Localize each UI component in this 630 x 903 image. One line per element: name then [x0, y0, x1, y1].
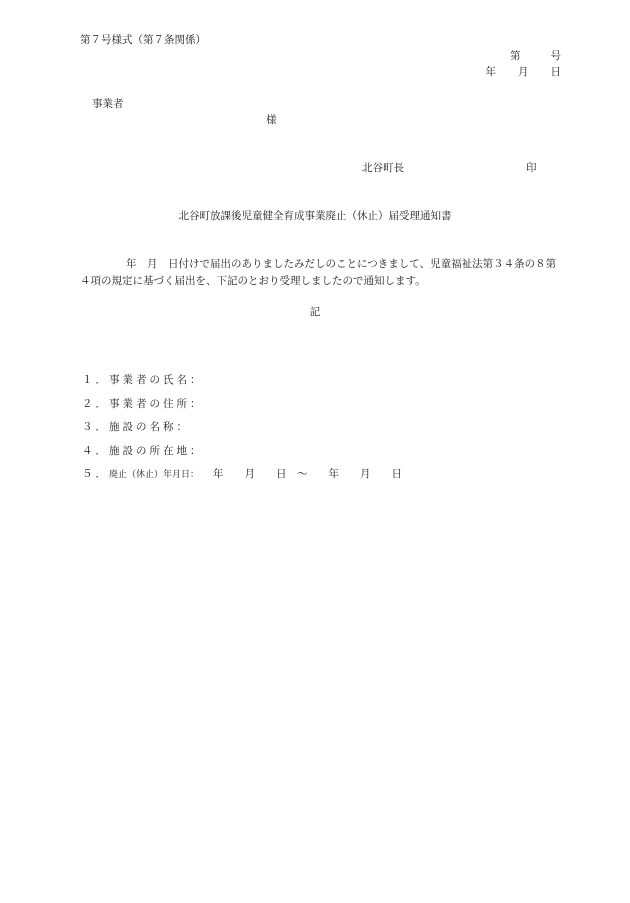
list-item-abolition-date — [82, 467, 402, 491]
form-number: 第７号様式（第７条関係） — [80, 34, 206, 46]
date-month: 月 — [518, 66, 529, 78]
item-label: 廃止（休止）年月日： — [109, 470, 200, 481]
date-year: 年 — [485, 66, 496, 78]
sender-name: 北谷町長 — [362, 162, 404, 174]
item-number: ５． — [82, 468, 109, 481]
issue-date-line — [486, 65, 562, 80]
date-day: 日 — [550, 66, 561, 78]
item-label: ４．施設の所在地： — [82, 444, 204, 457]
date-range: 年 月 日 ～ 年 月 日 — [213, 468, 403, 481]
list-item — [82, 373, 402, 397]
item-list — [82, 373, 402, 491]
list-item — [82, 444, 402, 468]
item-label: ２．事業者の住所： — [82, 397, 204, 410]
document-number-line — [510, 49, 561, 64]
list-item — [82, 420, 402, 444]
item-label: １．事業者の氏名： — [82, 374, 204, 386]
document-title: 北谷町放課後児童健全育成事業廃止（休止）届受理通知書 — [178, 210, 452, 222]
body-paragraph: 年 月 日付けで届出のありましたみだしのことにつきまして、児童福祉法第３４条の８第４項の規定に基づく届出を、下記のとおり受理しましたので通知します。 — [80, 258, 557, 287]
item-label: ３．施設の名称： — [82, 421, 190, 434]
list-item — [82, 397, 402, 421]
document-number-suffix: 号 — [550, 50, 561, 62]
recipient-honorific: 様 — [266, 114, 277, 126]
recipient-label: 事業者 — [92, 98, 124, 110]
document-number-prefix: 第 — [510, 50, 521, 62]
seal-mark: 印 — [526, 162, 537, 174]
ki-heading: 記 — [309, 306, 321, 318]
